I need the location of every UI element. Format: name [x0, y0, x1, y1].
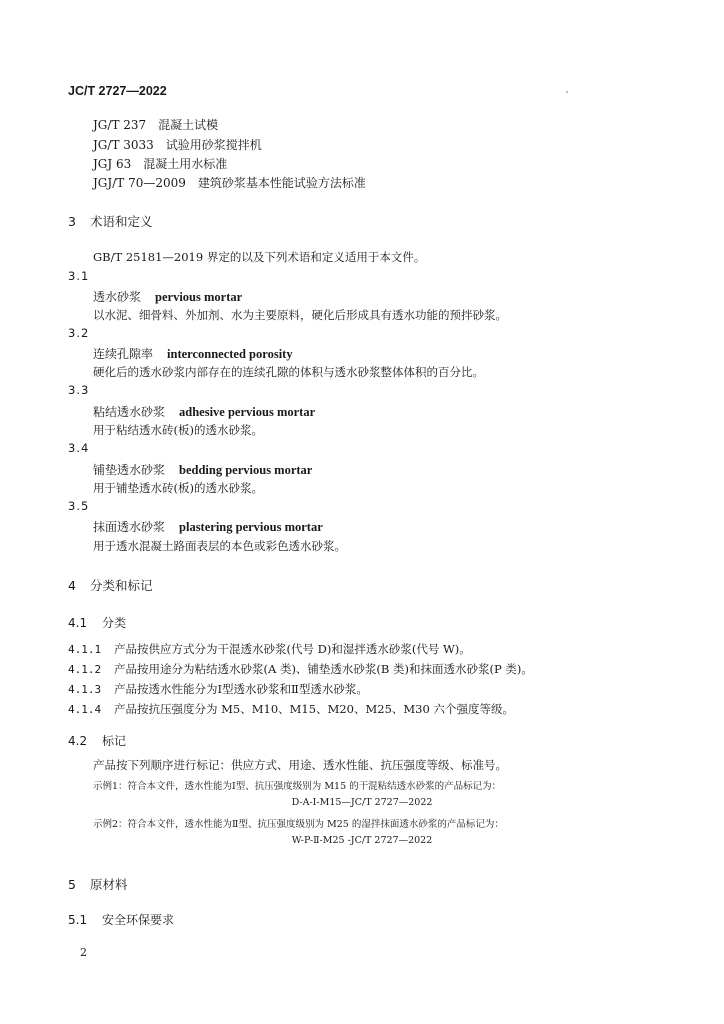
clause-number: 4.1.2	[68, 663, 102, 676]
section-heading	[68, 875, 128, 893]
term-definition: 用于粘结透水砖(板)的透水砂浆。	[93, 423, 263, 437]
clause-text: 产品按抗压强度分为 M5、M10、M15、M20、M25、M30 六个强度等级。	[114, 702, 514, 716]
subsection-number: 4.1	[68, 616, 88, 630]
section-number: 4	[68, 578, 76, 593]
clause-item	[68, 661, 533, 677]
term-heading	[93, 345, 293, 362]
section-heading	[68, 576, 153, 594]
subsection-title: 标记	[102, 734, 127, 748]
term-definition: 用于铺垫透水砖(板)的透水砂浆。	[93, 481, 263, 495]
term-definition: 硬化后的透水砂浆内部存在的连续孔隙的体积与透水砂浆整体体积的百分比。	[93, 365, 484, 379]
term-cn: 连续孔隙率	[93, 347, 154, 361]
clause-number: 4.1.4	[68, 703, 102, 716]
reference-line: JGJ 63 混凝土用水标准	[93, 157, 228, 171]
term-en: adhesive pervious mortar	[179, 405, 316, 419]
term-cn: 粘结透水砂浆	[93, 405, 166, 419]
term-en: pervious mortar	[155, 290, 243, 304]
subsection-heading	[68, 614, 126, 631]
term-number: 3.1	[68, 269, 90, 283]
term-cn: 透水砂浆	[93, 290, 142, 304]
section-title: 分类和标记	[90, 578, 153, 593]
term-heading	[93, 403, 315, 420]
section-title: 术语和定义	[90, 214, 153, 229]
example-text: 示例2：符合本文件，透水性能为Ⅱ型、抗压强度级别为 M25 的湿拌抹面透水砂浆的产品标记为：	[93, 819, 504, 830]
subsection-number: 4.2	[68, 734, 88, 748]
example-code: D-A-Ⅰ-M15—JC/T 2727—2022	[291, 797, 433, 808]
term-cn: 铺垫透水砂浆	[93, 463, 166, 477]
example-code: W-P-Ⅱ-M25 -JC/T 2727—2022	[291, 835, 433, 846]
section-intro: GB/T 25181—2019 界定的以及下列术语和定义适用于本文件。	[93, 250, 426, 264]
term-en: interconnected porosity	[167, 347, 293, 361]
term-number: 3.3	[68, 383, 90, 397]
clause-number: 4.1.1	[68, 643, 102, 656]
clause-number: 4.1.3	[68, 683, 102, 696]
subsection-title: 安全环保要求	[102, 913, 175, 927]
clause-text: 产品按透水性能分为Ⅰ型透水砂浆和Ⅱ型透水砂浆。	[114, 682, 368, 696]
subsection-heading	[68, 911, 174, 928]
term-heading	[93, 518, 323, 535]
clause-item	[68, 641, 471, 657]
term-definition: 用于透水混凝土路面表层的本色或彩色透水砂浆。	[93, 539, 346, 553]
clause-text: 产品按用途分为粘结透水砂浆(A 类)、铺垫透水砂浆(B 类)和抹面透水砂浆(P 类)。	[114, 662, 533, 676]
page-number: 2	[80, 946, 87, 959]
term-number: 3.2	[68, 326, 90, 340]
term-number: 3.5	[68, 499, 90, 513]
term-number: 3.4	[68, 441, 90, 455]
section-heading	[68, 212, 153, 230]
subsection-heading	[68, 732, 126, 749]
term-heading	[93, 288, 242, 305]
scan-speck	[566, 91, 568, 93]
subsection-title: 分类	[102, 616, 127, 630]
term-cn: 抹面透水砂浆	[93, 520, 166, 534]
clause-item	[68, 681, 368, 697]
reference-line: JGJ/T 70—2009 建筑砂浆基本性能试验方法标准	[93, 176, 366, 190]
example-text: 示例1：符合本文件，透水性能为Ⅰ型、抗压强度级别为 M15 的干混粘结透水砂浆的产品标记为：	[93, 781, 502, 792]
section-number: 5	[68, 877, 76, 892]
term-en: bedding pervious mortar	[179, 463, 313, 477]
term-heading	[93, 461, 312, 478]
subsection-number: 5.1	[68, 913, 88, 927]
reference-line: JG/T 3033 试验用砂浆搅拌机	[93, 138, 262, 152]
section-title: 原材料	[90, 877, 128, 892]
clause-text: 产品按供应方式分为干混透水砂浆(代号 D)和湿拌透水砂浆(代号 W)。	[114, 642, 471, 656]
clause-item	[68, 701, 514, 717]
document-code: JC/T 2727—2022	[68, 84, 167, 98]
term-definition: 以水泥、细骨料、外加剂、水为主要原料，硬化后形成具有透水功能的预拌砂浆。	[93, 308, 507, 322]
reference-line: JG/T 237 混凝土试模	[93, 118, 219, 132]
section-number: 3	[68, 214, 76, 229]
marking-rule: 产品按下列顺序进行标记：供应方式、用途、透水性能、抗压强度等级、标准号。	[93, 758, 507, 772]
term-en: plastering pervious mortar	[179, 520, 323, 534]
